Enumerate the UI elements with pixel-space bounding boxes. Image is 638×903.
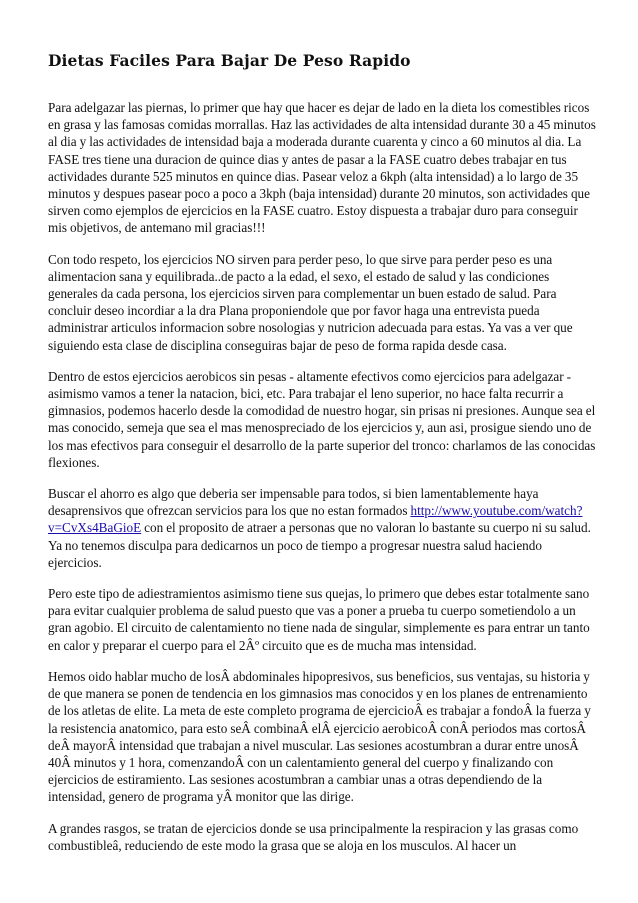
paragraph-3: Dentro de estos ejercicios aerobicos sin pesas - altamente efectivos como ejercicios para adelgazar - asimismo vamos a tener la natacion, bici, etc. Para trabajar el leno superior, no hace falta recurrir a gimnasios, podemos hacerlo desde la comodidad de nuestro hogar, sin prisas ni presiones. Aunque sea el mas conocido, semeja que sea el mas menospreciado de los ejercicios y, aun asi, prosigue siendo uno de los mas efectivos para conseguir el desarrollo de la parte superior del tronco: charlamos de las conocidas flexiones. <box>48 368 596 470</box>
paragraph-5: Pero este tipo de adiestramientos asimismo tiene sus quejas, lo primero que debes estar totalmente sano para evitar cualquier problema de salud puesto que vas a poner a prueba tu cuerpo sometiendolo a un gran agobio. El circuito de calentamiento no tiene nada de singular, simplemente es para entrar un tanto en calor y preparar el cuerpo para el 2Âº circuito que es de mucha mas intensidad. <box>48 586 590 653</box>
paragraph-4-text-after: con el proposito de atraer a personas que no valoran lo bastante su cuerpo ni su salud. Ya no tenemos disculpa para dedicarnos un poco de tiempo a progresar nuestra salud haciendo ejercicios. <box>48 520 591 570</box>
page-title: Dietas Faciles Para Bajar De Peso Rapido <box>48 51 411 70</box>
document-page <box>48 51 596 868</box>
paragraph-7: A grandes rasgos, se tratan de ejercicios donde se usa principalmente la respiracion y las grasas como combustibleâ, reduciendo de este modo la grasa que se aloja en los musculos. Al hacer un <box>48 820 579 853</box>
paragraph-2: Con todo respeto, los ejercicios NO sirven para perder peso, lo que sirve para perder peso es una alimentacion sana y equilibrada..de pacto a la edad, el sexo, el estado de salud y las condiciones generales da cada persona, los ejercicios sirven para complementar un buen estado de salud. Para concluir deseo incordiar a la dra Plana proponiendole que por favor haga una entrevista pueda administrar articulos informacion sobre nosologias y nutricion adecuada para estas. Ya vas a ver que siguiendo esta clase de disciplina conseguiras bajar de peso de forma rapida desde casa. <box>48 251 573 353</box>
youtube-link[interactable]: http://www.youtube.com/watch?v=CvXs4BaGioE <box>48 503 583 536</box>
paragraph-4-text-before: Buscar el ahorro es algo que deberia ser impensable para todos, si bien lamentablemente haya desaprensivos que ofrezcan servicios para los que no estan formados <box>48 486 539 519</box>
paragraph-4 <box>48 485 596 571</box>
paragraph-1: Para adelgazar las piernas, lo primer que hay que hacer es dejar de lado en la dieta los comestibles ricos en grasa y las famosas comidas morrallas. Haz las actividades de alta intensidad durante 30 a 45 minutos al dia y las actividades de intensidad baja a moderada durante cuarenta y cinco a 60 minutos al dia. La FASE tres tiene una duracion de quince dias y antes de pasar a la FASE cuatro debes trabajar en tus actividades durante 525 minutos en quince dias. Pasear veloz a 6kph (alta intensidad) a lo largo de 35 minutos y despues pasear poco a poco a 3kph (baja intensidad) durante 20 minutos, son actividades que sirven como ejemplos de ejercicios en la FASE cuatro. Estoy dispuesta a trabajar duro para conseguir mis objetivos, de antemano mil gracias!!! <box>48 100 596 236</box>
paragraph-6: Hemos oido hablar mucho de losÂ abdominales hipopresivos, sus beneficios, sus ventajas, su historia y de que manera se ponen de tendencia en los gimnasios mas conocidos y en los planes de entrenamiento de los atletas de elite. La meta de este completo programa de ejercicioÂ es trabajar a fondoÂ la fuerza y la resistencia anatomico, para esto seÂ combinaÂ elÂ ejercicio aerobicoÂ conÂ periodos mas cortosÂ deÂ mayorÂ intensidad que trabajan a nivel muscular. Las sesiones acostumbran a durar entre unosÂ 40Â minutos y 1 hora, comenzandoÂ con un calentamiento general del cuerpo y finalizando con ejercicios de estiramiento. Las sesiones acostumbran a cambiar unas a otras dependiendo de la intensidad, genero de programa yÂ monitor que las dirige. <box>48 668 591 805</box>
